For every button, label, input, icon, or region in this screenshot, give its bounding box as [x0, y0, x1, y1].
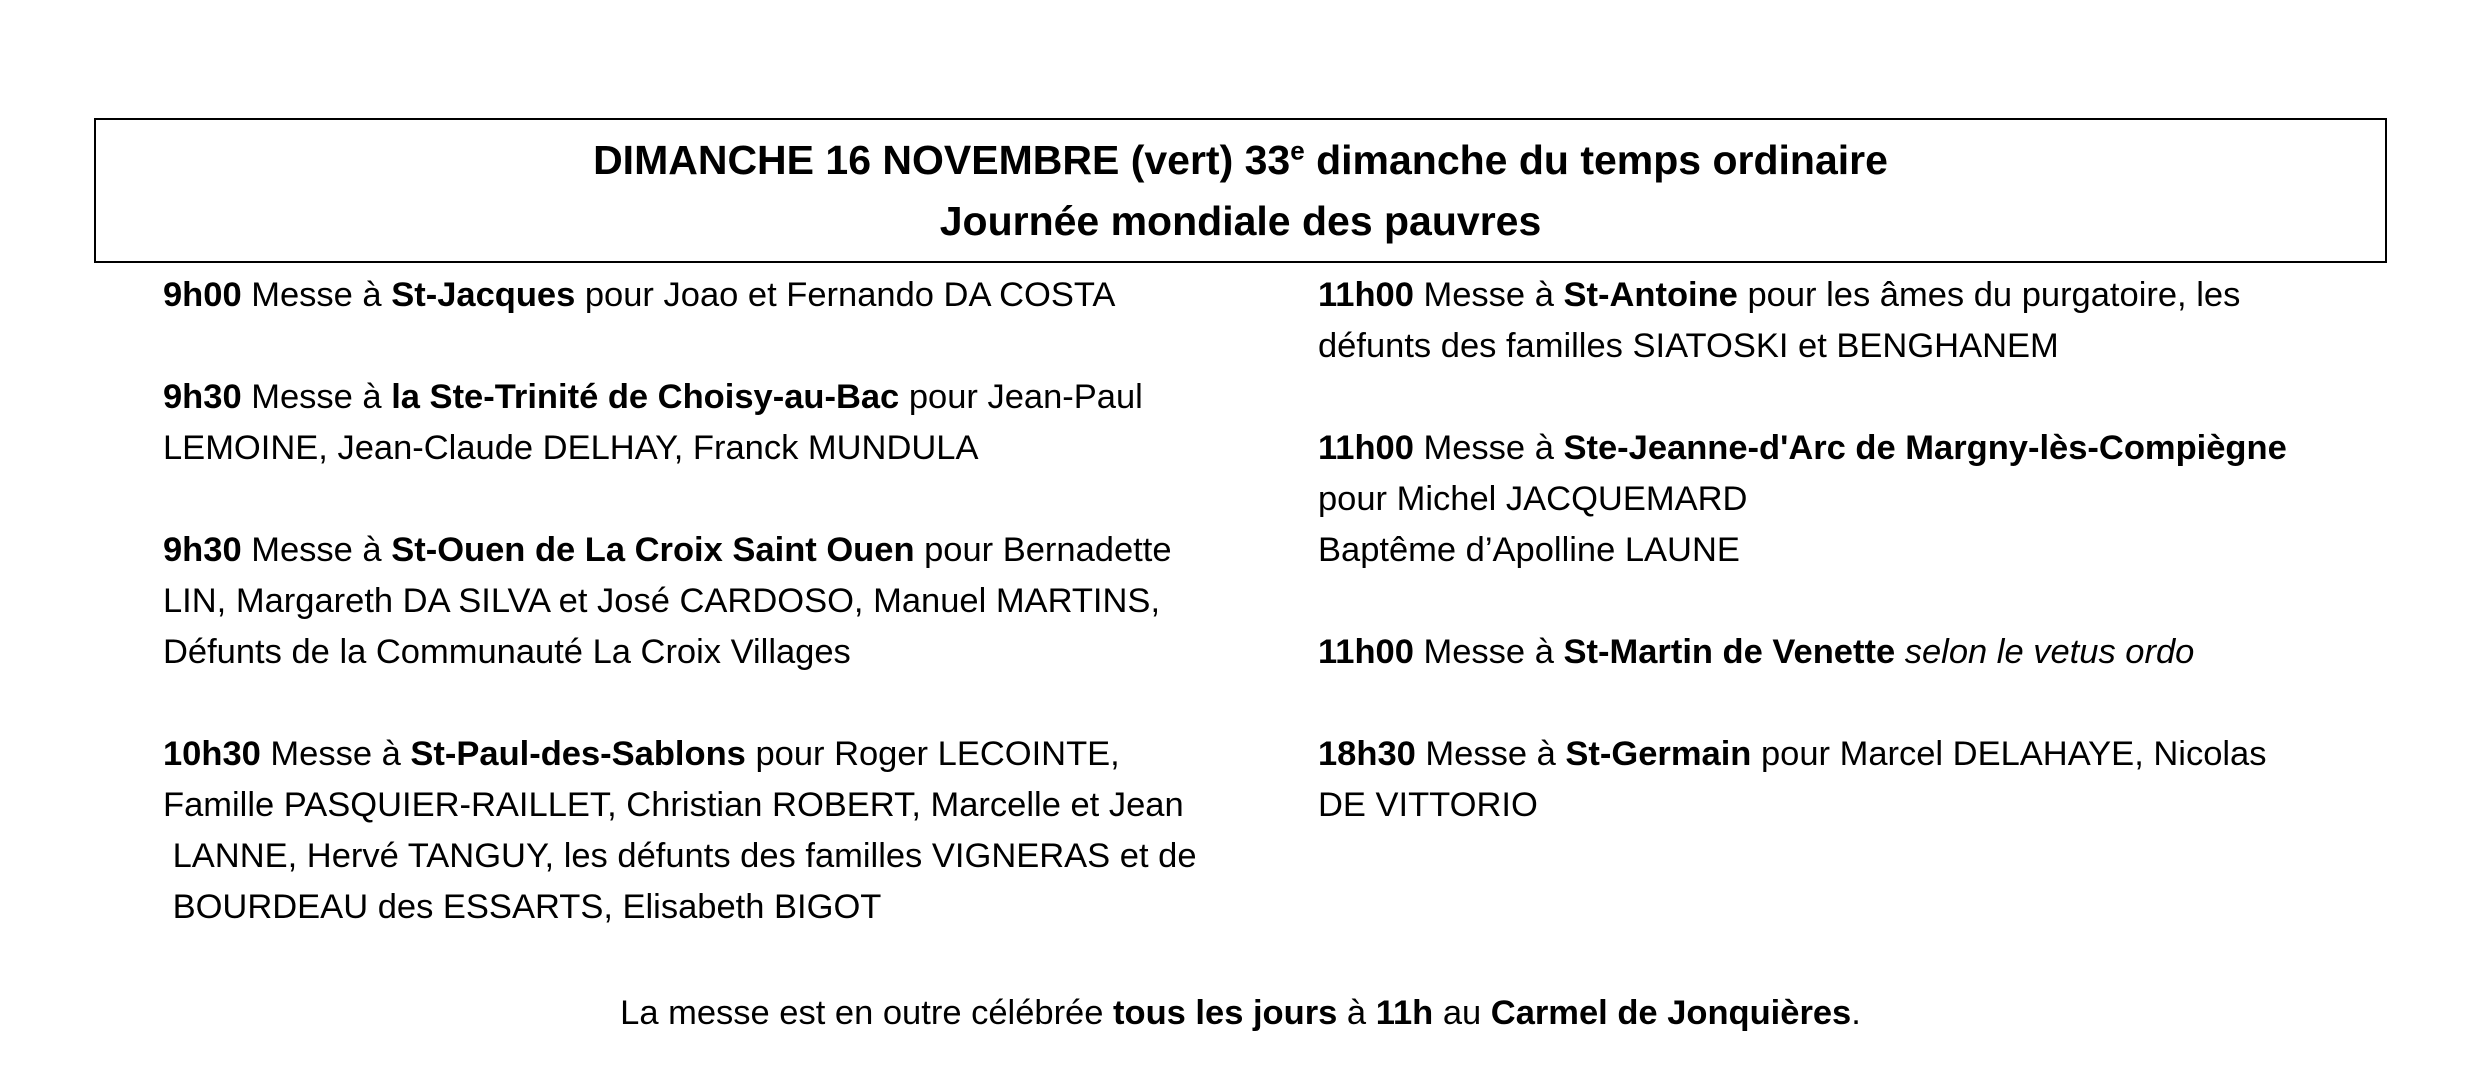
mass-intention — [1895, 633, 1905, 671]
mass-rite-note: selon le vetus ordo — [1904, 633, 2195, 671]
title-sunday: dimanche du temps ordinaire — [1304, 137, 1888, 183]
mass-time: 11h00 — [1318, 633, 1414, 671]
mass-intention: pour les âmes du purgatoire, les — [1737, 276, 2241, 314]
title-date: DIMANCHE 16 NOVEMBRE (vert) 33 — [593, 137, 1291, 183]
mass-entry-continuation: Baptême d’Apolline LAUNE — [1318, 531, 1740, 569]
mass-entry-continuation: LEMOINE, Jean-Claude DELHAY, Franck MUNDULA — [163, 429, 979, 467]
mass-church: St-Ouen de La Croix Saint Ouen — [391, 531, 915, 569]
mass-entry-first-line — [1318, 729, 2418, 780]
page-title — [96, 130, 2385, 191]
mass-entry-first-line — [1318, 423, 2418, 474]
mass-entry — [1318, 270, 2418, 372]
mass-time: 18h30 — [1318, 735, 1416, 773]
mass-church: St-Paul-des-Sablons — [410, 735, 746, 773]
footer-text: . — [1851, 994, 1861, 1032]
mass-text: Messe à — [1413, 429, 1564, 467]
title-ordinal-suffix: e — [1290, 135, 1305, 166]
mass-text: Messe à — [1413, 276, 1564, 314]
mass-intention: pour Roger LECOINTE, — [745, 735, 1120, 773]
mass-text: Messe à — [1413, 633, 1564, 671]
mass-entry-continuation: LIN, Margareth DA SILVA et José CARDOSO, Manuel MARTINS, — [163, 582, 1161, 620]
footer-time: 11h — [1375, 994, 1434, 1032]
mass-entry-continuation: pour Michel JACQUEMARD — [1318, 480, 1748, 518]
mass-entry-first-line — [163, 525, 1293, 576]
mass-entry-first-line — [163, 372, 1293, 423]
mass-time: 11h00 — [1318, 429, 1414, 467]
footer-text: La messe est en outre célébrée — [620, 994, 1114, 1032]
mass-entry-continuation: défunts des familles SIATOSKI et BENGHANEM — [1318, 327, 2059, 365]
mass-church: St-Martin de Venette — [1563, 633, 1896, 671]
mass-entry-first-line — [1318, 270, 2418, 321]
mass-entry-continuation: Défunts de la Communauté La Croix Villages — [163, 633, 851, 671]
mass-text: Messe à — [241, 276, 392, 314]
mass-entry — [1318, 729, 2418, 831]
mass-church: St-Antoine — [1563, 276, 1738, 314]
mass-entry — [163, 270, 1293, 321]
mass-time: 10h30 — [163, 735, 261, 773]
mass-entry — [163, 372, 1293, 474]
mass-entry — [1318, 423, 2418, 576]
mass-church: la Ste-Trinité de Choisy-au-Bac — [391, 378, 900, 416]
right-column — [1318, 270, 2418, 882]
mass-intention: pour Jean-Paul — [899, 378, 1143, 416]
mass-intention: pour Marcel DELAHAYE, Nicolas — [1751, 735, 2267, 773]
mass-time: 9h30 — [163, 378, 242, 416]
mass-entry — [1318, 627, 2418, 678]
mass-text: Messe à — [241, 531, 392, 569]
left-column — [163, 270, 1293, 984]
mass-entry-continuation: DE VITTORIO — [1318, 786, 1538, 824]
footer-text: au — [1433, 994, 1491, 1032]
mass-entry — [163, 729, 1293, 933]
header-box — [94, 118, 2387, 263]
footer-text: à — [1337, 994, 1376, 1032]
mass-text: Messe à — [260, 735, 411, 773]
mass-entry-continuation: BOURDEAU des ESSARTS, Elisabeth BIGOT — [163, 888, 882, 926]
mass-church: Ste-Jeanne-d'Arc de Margny-lès-Compiègne — [1563, 429, 2287, 467]
mass-entry — [163, 525, 1293, 678]
page-subtitle: Journée mondiale des pauvres — [939, 198, 1542, 244]
mass-entry-first-line — [163, 270, 1293, 321]
mass-entry-continuation: Famille PASQUIER-RAILLET, Christian ROBERT, Marcelle et Jean — [163, 786, 1184, 824]
mass-time: 9h30 — [163, 531, 242, 569]
mass-church: St-Jacques — [391, 276, 576, 314]
footer-frequency: tous les jours — [1113, 994, 1338, 1032]
mass-text: Messe à — [241, 378, 392, 416]
mass-entry-continuation: LANNE, Hervé TANGUY, les défunts des familles VIGNERAS et de — [163, 837, 1197, 875]
mass-intention: pour Bernadette — [914, 531, 1172, 569]
mass-entry-first-line — [1318, 627, 2418, 678]
footer-place: Carmel de Jonquières — [1490, 994, 1852, 1032]
mass-entry-first-line — [163, 729, 1293, 780]
mass-text: Messe à — [1415, 735, 1566, 773]
mass-time: 11h00 — [1318, 276, 1414, 314]
mass-time: 9h00 — [163, 276, 242, 314]
mass-intention: pour Joao et Fernando DA COSTA — [575, 276, 1116, 314]
footer-note — [0, 988, 2481, 1039]
mass-church: St-Germain — [1565, 735, 1752, 773]
